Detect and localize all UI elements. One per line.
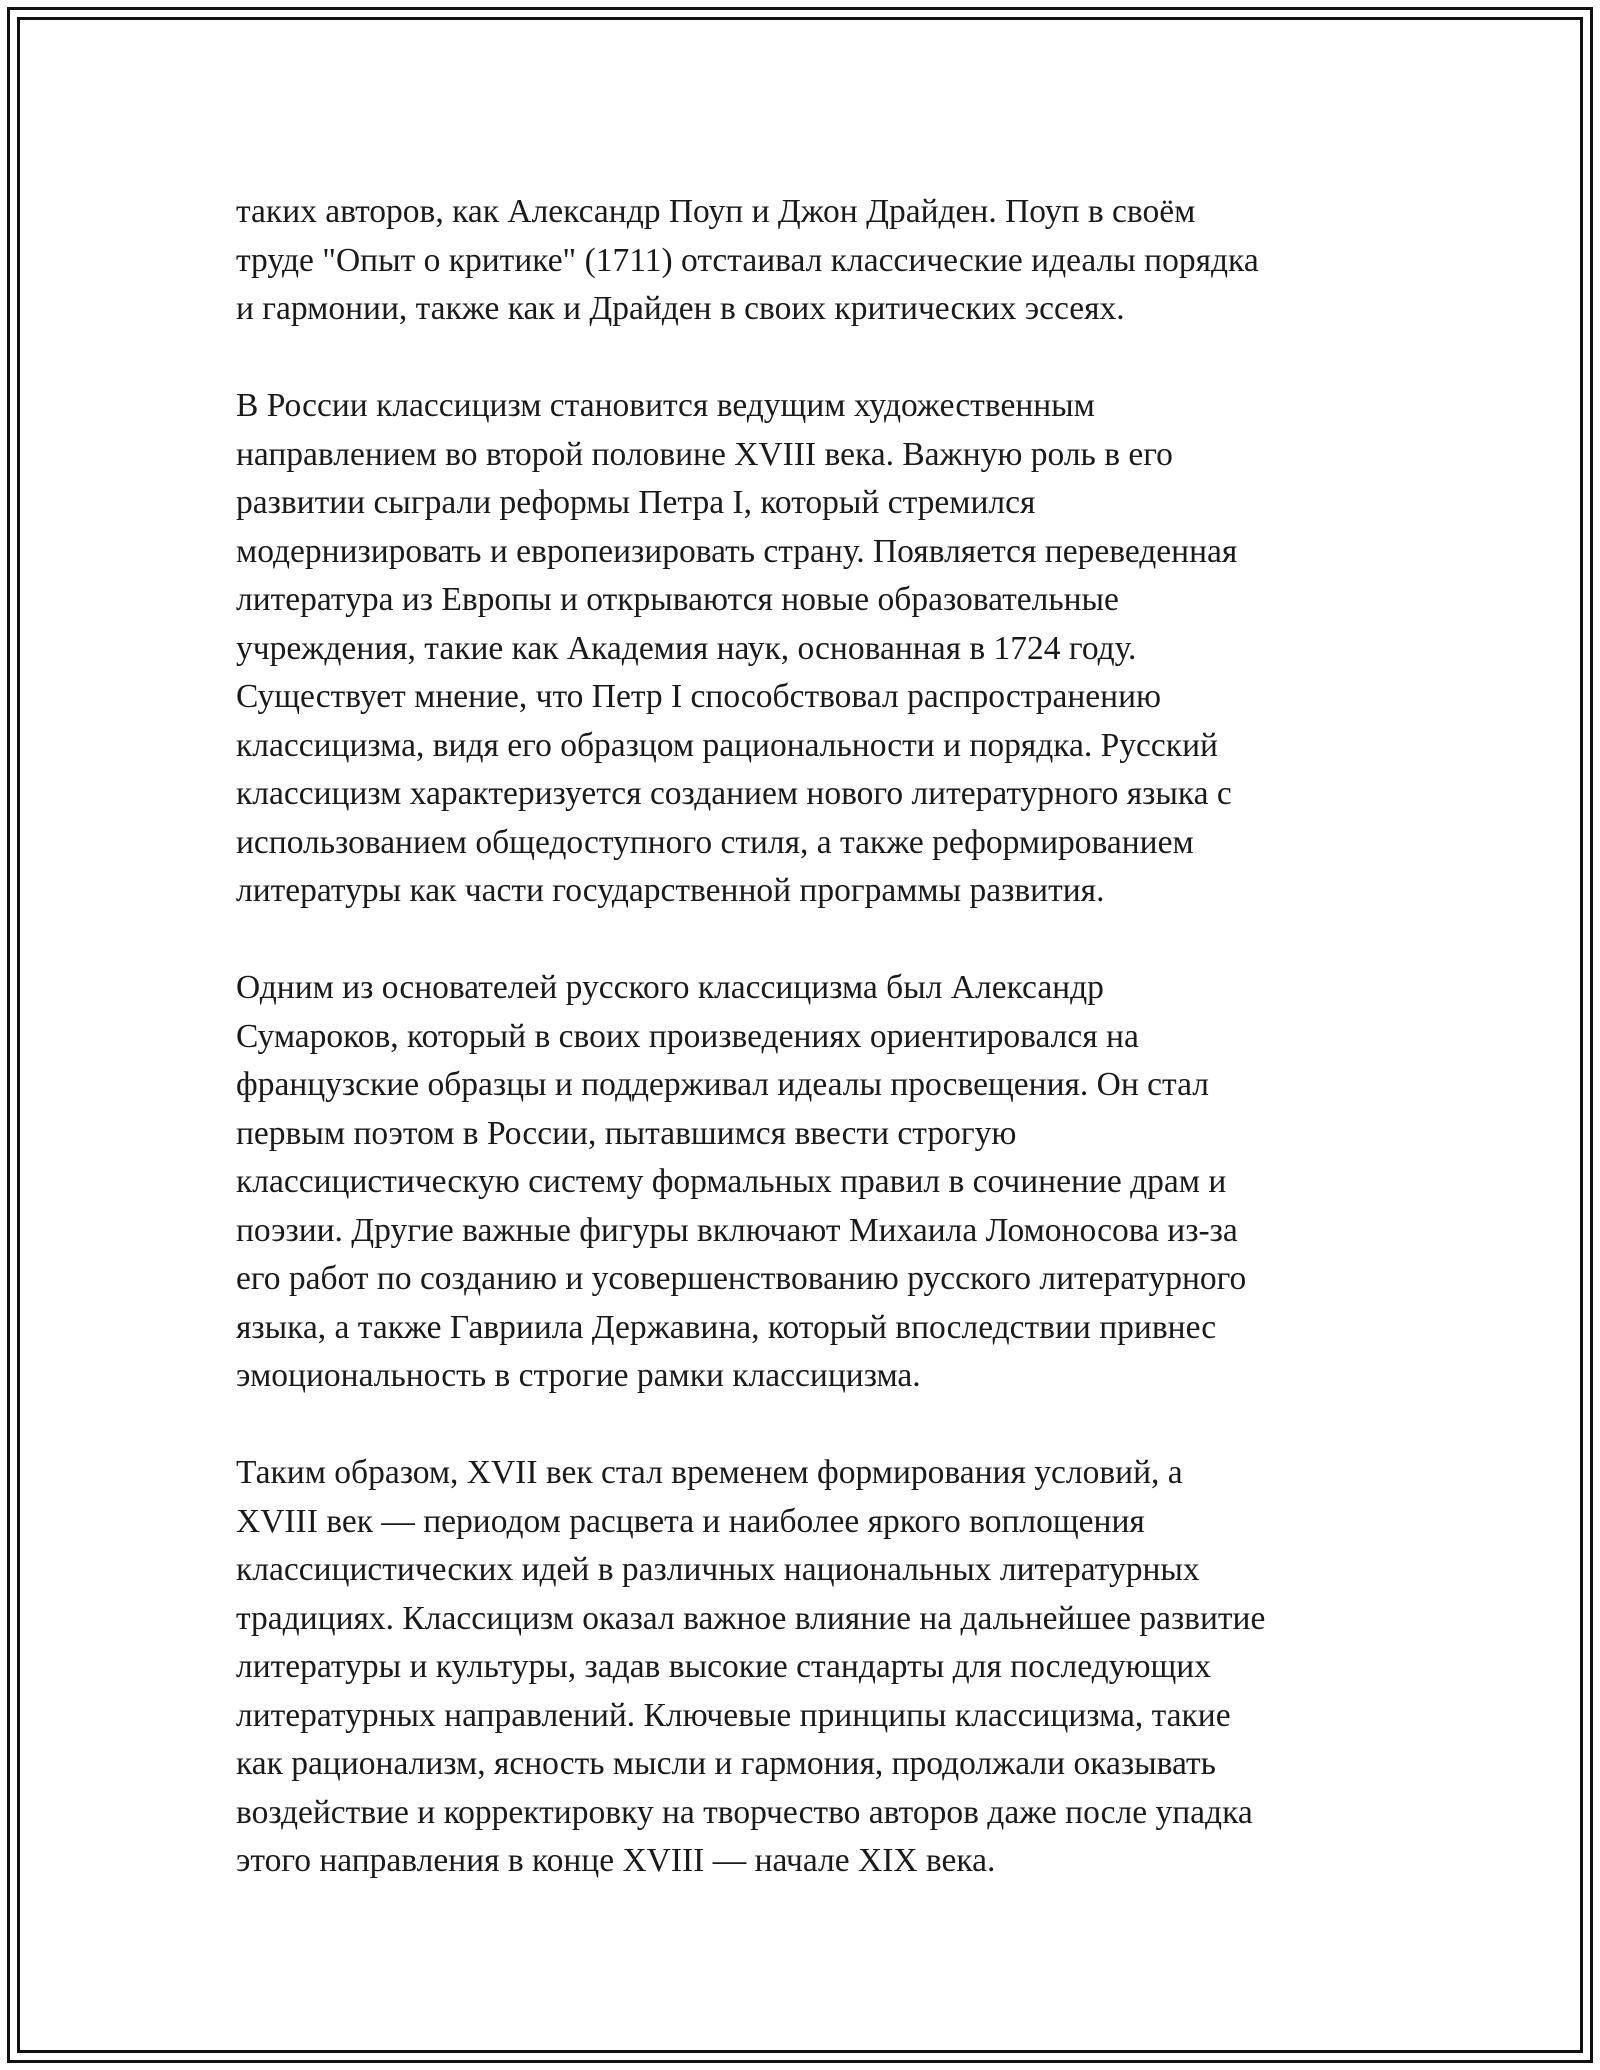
text-line: Таким образом, XVII век стал временем формирования условий, а <box>236 1454 1183 1491</box>
text-line: литературных направлений. Ключевые принципы классицизма, такие <box>236 1696 1231 1734</box>
text-line: воздействие и корректировку на творчество авторов даже после упадка <box>236 1793 1253 1831</box>
document-body <box>236 188 1366 1886</box>
text-line: направлением во второй половине XVIII века. Важную роль в его <box>236 435 1173 473</box>
paragraph-2 <box>236 382 1366 916</box>
text-line: использованием общедоступного стиля, а также реформированием <box>236 823 1194 861</box>
text-line: традициях. Классицизм оказал важное влияние на дальнейшее развитие <box>236 1599 1266 1637</box>
text-line: классицизм характеризуется созданием нового литературного языка с <box>236 775 1232 812</box>
text-line: эмоциональность в строгие рамки классицизма. <box>236 1357 921 1394</box>
text-line: его работ по созданию и усовершенствованию русского литературного <box>236 1260 1247 1297</box>
text-line: Сумароков, который в своих произведениях ориентировался на <box>236 1017 1139 1055</box>
text-line: таких авторов, как Александр Поуп и Джон Драйден. Поуп в своём <box>236 193 1196 230</box>
text-line: классицистическую систему формальных правил в сочинение драм и <box>236 1163 1227 1200</box>
text-line: этого направления в конце XVIII — начале XIX века. <box>236 1842 996 1879</box>
text-line: как рационализм, ясность мысли и гармония, продолжали оказывать <box>236 1745 1216 1782</box>
text-line: модернизировать и европеизировать страну. Появляется переведенная <box>236 532 1238 570</box>
text-line: XVIII век — периодом расцвета и наиболее яркого воплощения <box>236 1502 1145 1540</box>
text-line: труде "Опыт о критике" (1711) отстаивал классические идеалы порядка <box>236 241 1259 279</box>
text-line: французские образцы и поддерживал идеалы просвещения. Он стал <box>236 1066 1209 1103</box>
text-line: литературы и культуры, задав высокие стандарты для последующих <box>236 1648 1211 1685</box>
text-line: литературы как части государственной программы развития. <box>236 872 1105 909</box>
text-line: В России классицизм становится ведущим художественным <box>236 387 1095 424</box>
text-line: классицизма, видя его образцом рациональности и порядка. Русский <box>236 726 1218 764</box>
paragraph-1 <box>236 188 1366 334</box>
text-line: поэзии. Другие важные фигуры включают Михаила Ломоносова из-за <box>236 1211 1238 1249</box>
text-line: Существует мнение, что Петр I способствовал распространению <box>236 678 1162 715</box>
paragraph-3 <box>236 964 1366 1401</box>
text-line: первым поэтом в России, пытавшимся ввести строгую <box>236 1114 1017 1152</box>
text-line: и гармонии, также как и Драйден в своих критических эссеях. <box>236 290 1125 327</box>
paragraph-4 <box>236 1449 1366 1886</box>
text-line: литература из Европы и открываются новые образовательные <box>236 581 1119 618</box>
text-line: классицистических идей в различных национальных литературных <box>236 1551 1200 1588</box>
text-line: Одним из основателей русского классицизма был Александр <box>236 969 1104 1006</box>
text-line: учреждения, такие как Академия наук, основанная в 1724 году. <box>236 629 1137 667</box>
text-line: языка, а также Гавриила Державина, который впоследствии привнес <box>236 1308 1217 1346</box>
text-line: развитии сыграли реформы Петра I, который стремился <box>236 484 1036 521</box>
